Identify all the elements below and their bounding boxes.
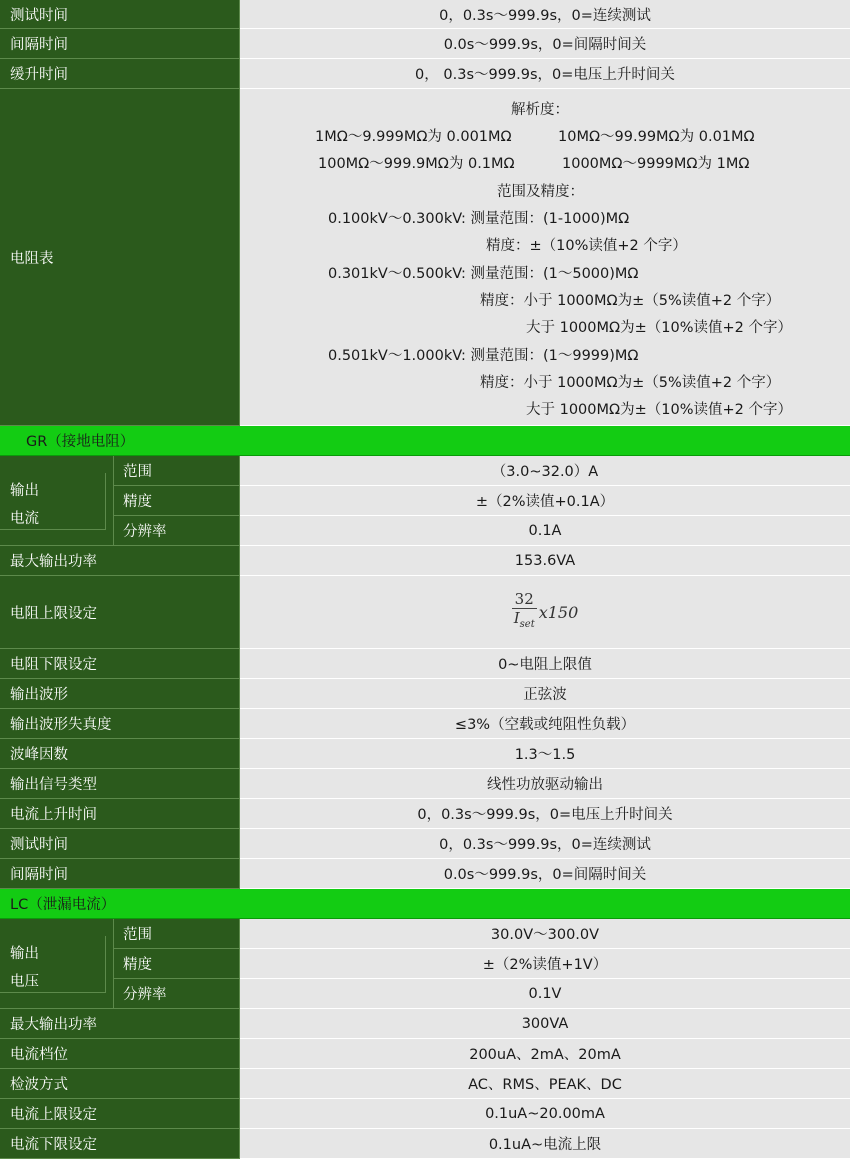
label-interval-time: 间隔时间 — [0, 29, 240, 59]
gr-upper-limit-label: 电阻上限设定 — [0, 576, 240, 649]
lc-accuracy-value: ±（2%读值+1V） — [240, 949, 850, 979]
voltage-band-3: 0.501kV～1.000kV: 测量范围：(1～9999)MΩ — [328, 348, 639, 364]
lc-detection-value: AC、RMS、PEAK、DC — [240, 1069, 850, 1099]
gr-lower-limit-label: 电阻下限设定 — [0, 649, 240, 679]
resolution-range-3: 100MΩ～999.9MΩ为 0.1MΩ — [318, 156, 515, 172]
lc-upper-limit-value: 0.1uA~20.00mA — [240, 1099, 850, 1129]
lc-max-power-label: 最大输出功率 — [0, 1009, 240, 1039]
value-test-time: 0，0.3s～999.9s，0=连续测试 — [240, 0, 850, 29]
gr-resolution-label: 分辨率 — [114, 516, 240, 546]
gr-rise-time-value: 0，0.3s～999.9s，0=电压上升时间关 — [240, 799, 850, 829]
accuracy-band-3-high: 大于 1000MΩ为±（10%读值+2 个字） — [526, 402, 792, 418]
gr-rise-time-label: 电流上升时间 — [0, 799, 240, 829]
gr-output-label-2: 电流 — [10, 511, 39, 527]
formula-fraction — [512, 590, 537, 634]
accuracy-band-3-low: 精度：小于 1000MΩ为±（5%读值+2 个字） — [480, 375, 781, 391]
gr-max-power-label: 最大输出功率 — [0, 546, 240, 576]
accuracy-band-2-low: 精度：小于 1000MΩ为±（5%读值+2 个字） — [480, 293, 781, 309]
lc-upper-limit-label: 电流上限设定 — [0, 1099, 240, 1129]
formula-multiplier: x150 — [538, 602, 579, 622]
gr-output-label-1: 输出 — [10, 483, 39, 499]
gr-resolution-value: 0.1A — [240, 516, 850, 546]
gr-max-power-value: 153.6VA — [240, 546, 850, 576]
gr-crest-factor-label: 波峰因数 — [0, 739, 240, 769]
gr-upper-limit-value — [240, 576, 850, 649]
label-test-time: 测试时间 — [0, 0, 240, 29]
gr-accuracy-value: ±（2%读值+0.1A） — [240, 486, 850, 516]
voltage-band-2: 0.301kV～0.500kV: 测量范围：(1～5000)MΩ — [328, 266, 639, 282]
range-accuracy-heading: 范围及精度： — [497, 184, 584, 200]
resolution-range-2: 10MΩ～99.99MΩ为 0.01MΩ — [558, 129, 755, 145]
gr-distortion-label: 输出波形失真度 — [0, 709, 240, 739]
lc-detection-label: 检波方式 — [0, 1069, 240, 1099]
label-ramp-time: 缓升时间 — [0, 59, 240, 89]
value-interval-time: 0.0s～999.9s，0=间隔时间关 — [240, 29, 850, 59]
value-ramp-time: 0， 0.3s～999.9s，0=电压上升时间关 — [240, 59, 850, 89]
gr-signal-type-value: 线性功放驱动输出 — [240, 769, 850, 799]
lc-max-power-value: 300VA — [240, 1009, 850, 1039]
voltage-band-1: 0.100kV～0.300kV: 测量范围：(1-1000)MΩ — [328, 211, 630, 227]
upper-limit-formula — [512, 590, 579, 634]
resolution-heading: 解析度： — [511, 102, 569, 118]
resolution-range-1: 1MΩ～9.999MΩ为 0.001MΩ — [315, 129, 512, 145]
gr-range-label: 范围 — [114, 456, 240, 486]
lc-accuracy-label: 精度 — [114, 949, 240, 979]
formula-denominator: $I_{set}$ — [513, 609, 535, 630]
lc-section-header: LC（泄漏电流） — [0, 889, 850, 919]
gr-section-header: GR（接地电阻） — [0, 426, 850, 456]
lc-current-range-label: 电流档位 — [0, 1039, 240, 1069]
gr-signal-type-label: 输出信号类型 — [0, 769, 240, 799]
gr-interval-time-label: 间隔时间 — [0, 859, 240, 889]
gr-waveform-label: 输出波形 — [0, 679, 240, 709]
formula-subscript: set — [519, 619, 535, 630]
gr-waveform-value: 正弦波 — [240, 679, 850, 709]
lc-current-range-value: 200uA、2mA、20mA — [240, 1039, 850, 1069]
formula-numerator: 32 — [514, 590, 534, 608]
gr-accuracy-label: 精度 — [114, 486, 240, 516]
lc-lower-limit-label: 电流下限设定 — [0, 1129, 240, 1159]
accuracy-band-2-high: 大于 1000MΩ为±（10%读值+2 个字） — [526, 320, 792, 336]
lc-output-label-2: 电压 — [10, 974, 39, 990]
gr-lower-limit-value: 0~电阻上限值 — [240, 649, 850, 679]
lc-range-value: 30.0V～300.0V — [240, 919, 850, 949]
lc-output-label-1: 输出 — [10, 946, 39, 962]
resolution-range-4: 1000MΩ～9999MΩ为 1MΩ — [562, 156, 750, 172]
lc-lower-limit-value: 0.1uA~电流上限 — [240, 1129, 850, 1159]
lc-range-label: 范围 — [114, 919, 240, 949]
lc-resolution-label: 分辨率 — [114, 979, 240, 1009]
gr-test-time-value: 0，0.3s～999.9s，0=连续测试 — [240, 829, 850, 859]
gr-interval-time-value: 0.0s～999.9s，0=间隔时间关 — [240, 859, 850, 889]
accuracy-band-1: 精度：±（10%读值+2 个字） — [486, 238, 687, 254]
gr-test-time-label: 测试时间 — [0, 829, 240, 859]
label-ohmmeter: 电阻表 — [0, 89, 240, 426]
gr-crest-factor-value: 1.3～1.5 — [240, 739, 850, 769]
lc-resolution-value: 0.1V — [240, 979, 850, 1009]
gr-range-value: （3.0~32.0）A — [240, 456, 850, 486]
gr-distortion-value: ≤3%（空载或纯阻性负载） — [240, 709, 850, 739]
